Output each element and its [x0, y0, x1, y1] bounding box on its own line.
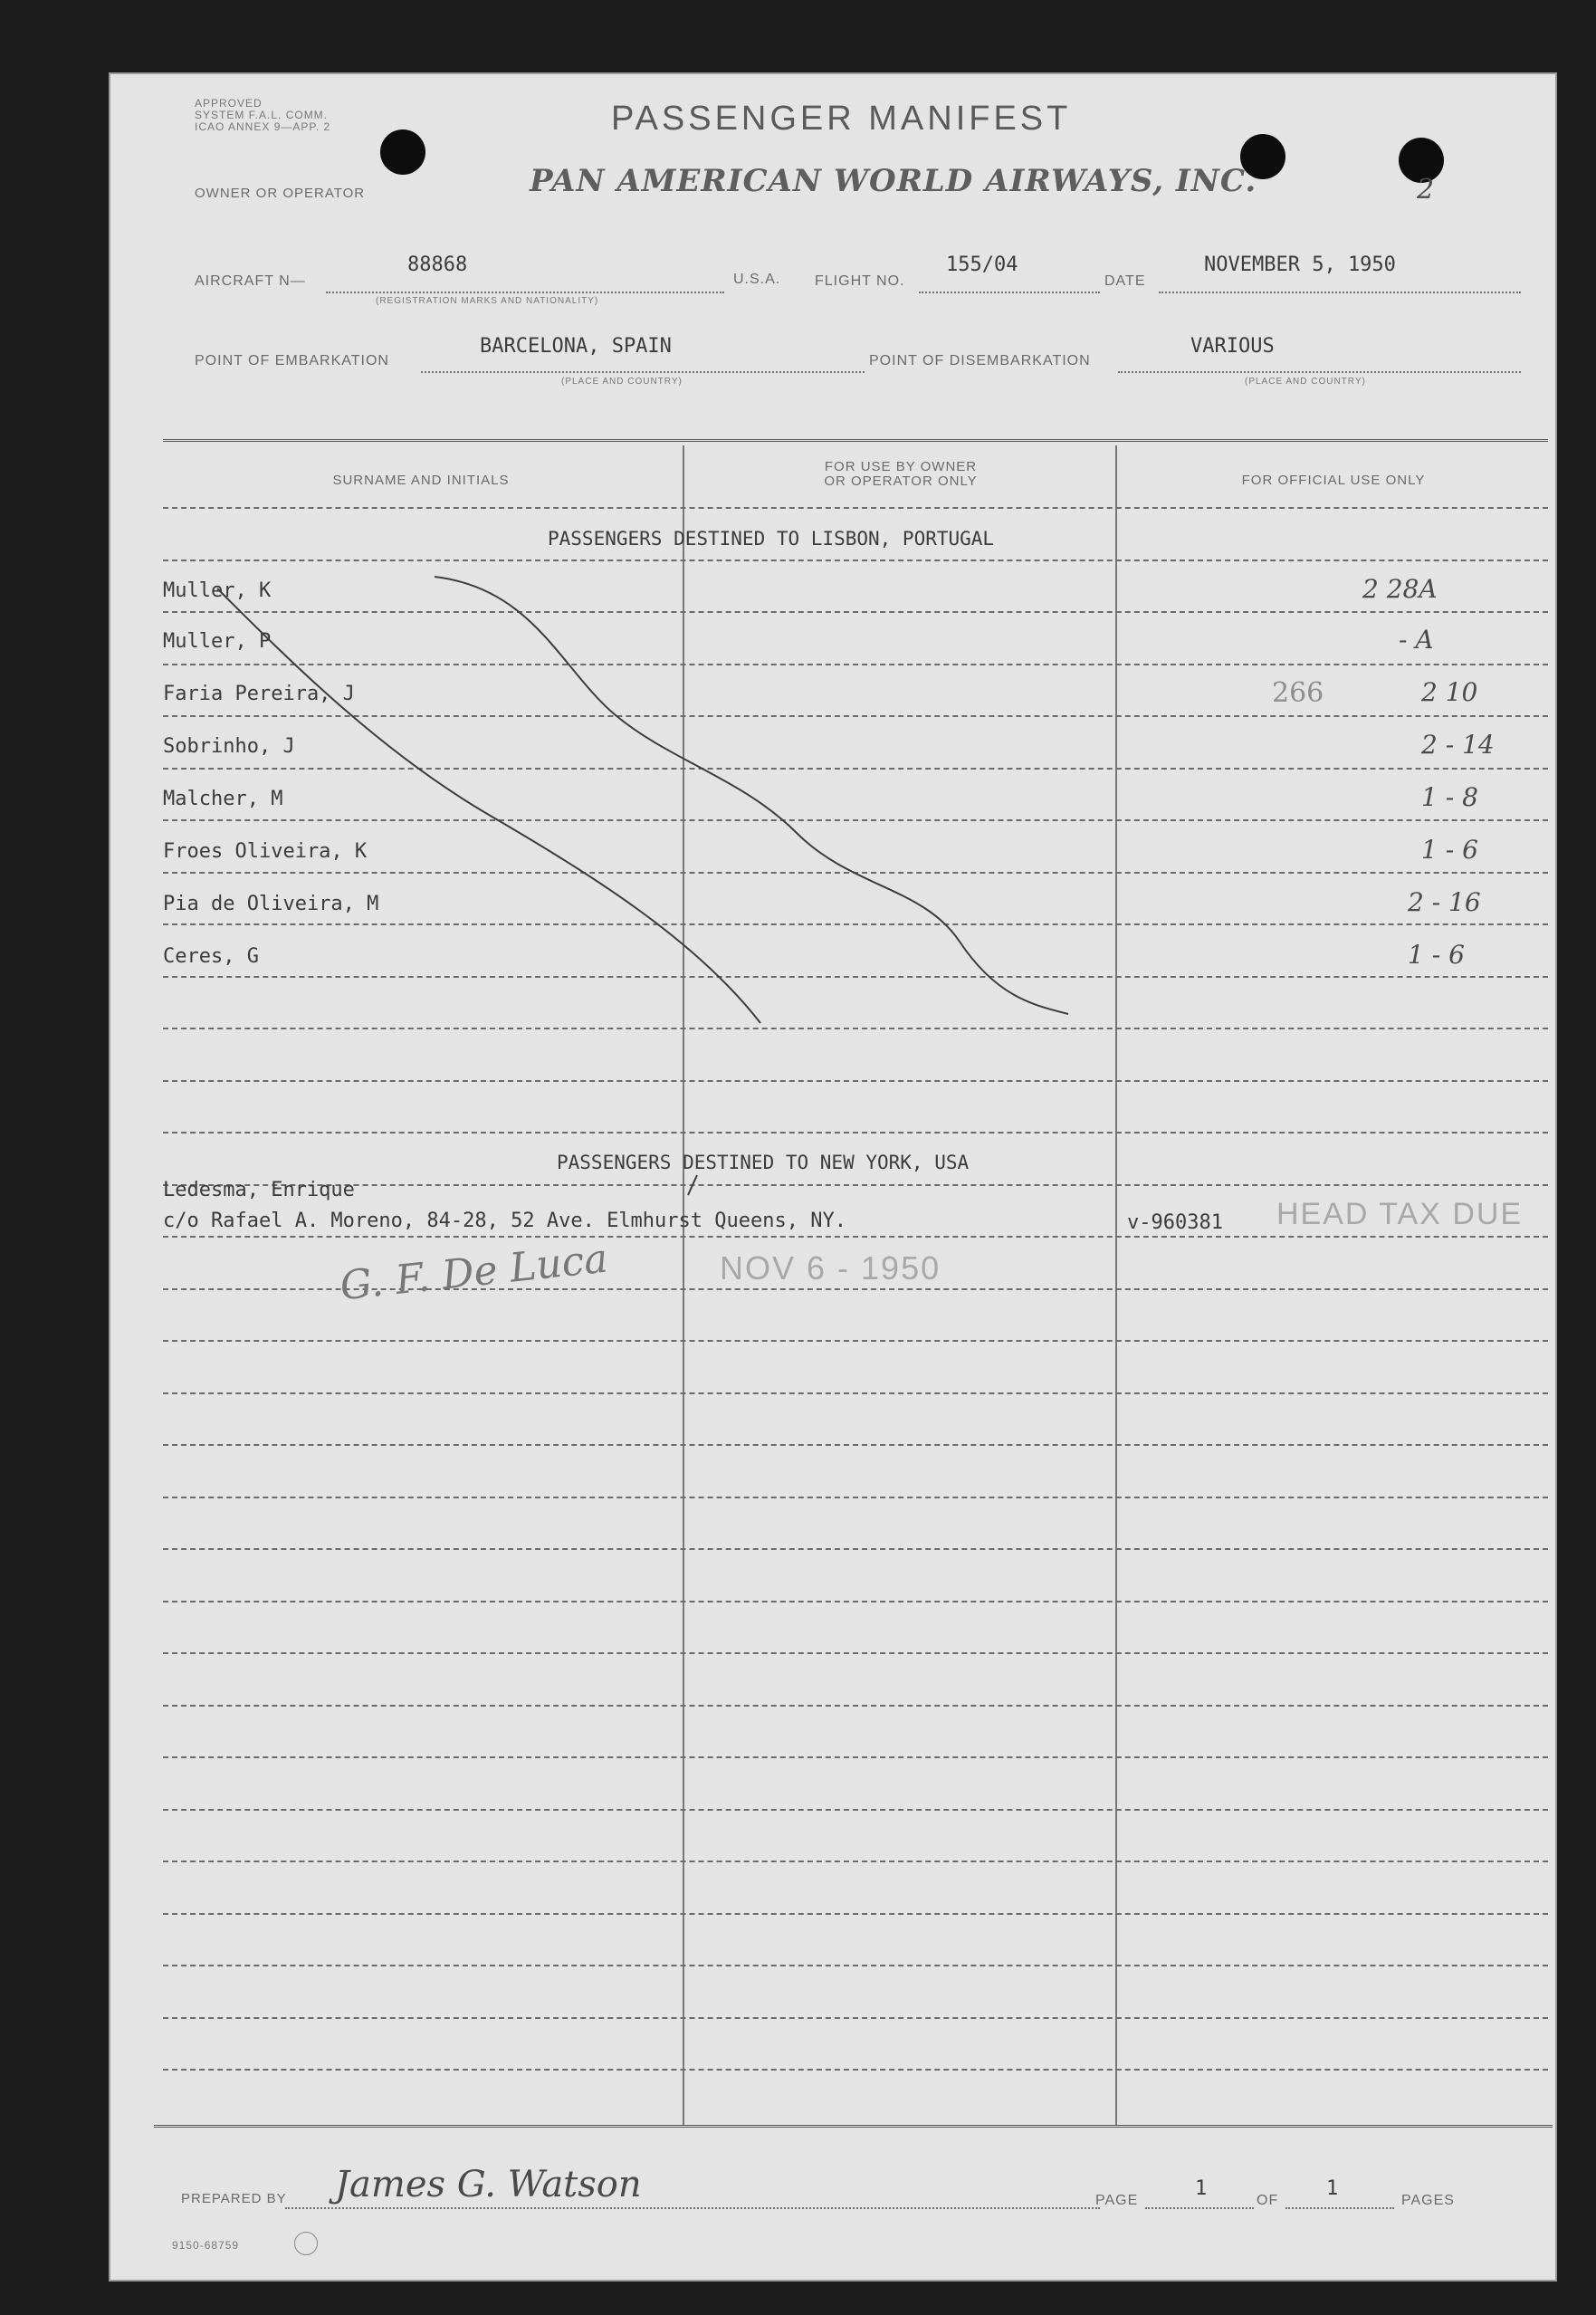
of-label: OF — [1257, 2193, 1279, 2208]
strike-through-marks — [109, 72, 1557, 2282]
strike-line — [217, 588, 760, 1023]
pages-label: PAGES — [1401, 2193, 1455, 2208]
approval-line: SYSTEM F.A.L. COMM. — [195, 109, 329, 121]
head-tax-stamp: HEAD TAX DUE — [1276, 1197, 1524, 1231]
country-label: U.S.A. — [733, 272, 781, 287]
table-bottom-rule — [154, 2125, 1553, 2128]
col-header-official: FOR OFFICIAL USE ONLY — [1241, 473, 1426, 488]
passenger-address: c/o Rafael A. Moreno, 84-28, 52 Ave. Elmhurst Queens, NY. — [163, 1210, 846, 1232]
official-code: 2 10 — [1421, 677, 1478, 707]
passenger-name: Muller, P — [163, 630, 272, 653]
passenger-name: Muller, K — [163, 579, 272, 602]
prepared-by-label: PREPARED BY — [181, 2191, 287, 2206]
union-label-icon — [294, 2232, 318, 2255]
passenger-name: Sobrinho, J — [163, 735, 295, 758]
section-heading-newyork: PASSENGERS DESTINED TO NEW YORK, USA — [557, 1152, 970, 1173]
embarkation-label: POINT OF EMBARKATION — [195, 353, 389, 368]
col-header-owner-line: OR OPERATOR ONLY — [824, 474, 978, 489]
form-code: 9150-68759 — [172, 2239, 240, 2252]
passenger-name: Faria Pereira, J — [163, 683, 355, 705]
col-header-owner-line: FOR USE BY OWNER — [824, 459, 978, 474]
passenger-name: Froes Oliveira, K — [163, 840, 368, 863]
page-underline — [1145, 2207, 1254, 2209]
page-value: 1 — [1195, 2177, 1208, 2200]
official-code: 1 - 6 — [1421, 835, 1478, 865]
owner-label: OWNER OR OPERATOR — [195, 186, 366, 201]
aircraft-label: AIRCRAFT N— — [195, 273, 306, 289]
official-code: 2 - 16 — [1408, 887, 1481, 917]
passenger-name: Ledesma, Enrique — [163, 1179, 355, 1201]
embarkation-sub: (PLACE AND COUNTRY) — [561, 377, 683, 387]
approval-line: APPROVED — [195, 97, 263, 110]
aircraft-sub: (REGISTRATION MARKS AND NATIONALITY) — [376, 296, 599, 306]
date-label: DATE — [1104, 273, 1146, 289]
disembarkation-value: VARIOUS — [1190, 335, 1275, 358]
official-code: 1 - 6 — [1408, 940, 1465, 970]
strike-line — [435, 577, 1068, 1014]
official-note: 266 — [1272, 677, 1324, 709]
form-title: PASSENGER MANIFEST — [611, 100, 1072, 138]
official-code: 2 - 14 — [1421, 730, 1495, 760]
embarkation-value: BARCELONA, SPAIN — [480, 335, 672, 358]
flight-label: FLIGHT NO. — [815, 273, 905, 289]
flight-value: 155/04 — [946, 254, 1018, 276]
visa-number: v-960381 — [1127, 1211, 1223, 1234]
page-label: PAGE — [1095, 2193, 1139, 2208]
pen-tick — [688, 1175, 697, 1195]
aircraft-value: 88868 — [407, 254, 468, 276]
official-code: - A — [1399, 625, 1434, 655]
disembarkation-label: POINT OF DISEMBARKATION — [869, 353, 1091, 368]
col-header-surname: SURNAME AND INITIALS — [332, 473, 510, 488]
passenger-name: Malcher, M — [163, 788, 283, 810]
official-code: 2 28A — [1362, 574, 1438, 604]
of-value: 1 — [1326, 2177, 1339, 2200]
prepared-by-underline — [285, 2207, 1100, 2209]
passenger-name: Ceres, G — [163, 945, 259, 968]
of-underline — [1285, 2207, 1394, 2209]
approval-line: ICAO ANNEX 9—APP. 2 — [195, 120, 331, 133]
manifest-sheet — [109, 72, 1557, 2282]
date-stamp: NOV 6 - 1950 — [720, 1249, 941, 1287]
page-mark: 2 — [1417, 174, 1435, 206]
official-code: 1 - 8 — [1421, 782, 1478, 812]
section-heading-lisbon: PASSENGERS DESTINED TO LISBON, PORTUGAL — [548, 528, 995, 550]
inspector-signature: G. F. De Luca — [338, 1235, 610, 1310]
passenger-name: Pia de Oliveira, M — [163, 893, 379, 915]
date-value: NOVEMBER 5, 1950 — [1204, 254, 1396, 276]
owner-name: PAN AMERICAN WORLD AIRWAYS, INC. — [530, 163, 1257, 199]
disembarkation-sub: (PLACE AND COUNTRY) — [1245, 377, 1366, 387]
preparer-signature: James G. Watson — [335, 2164, 642, 2205]
